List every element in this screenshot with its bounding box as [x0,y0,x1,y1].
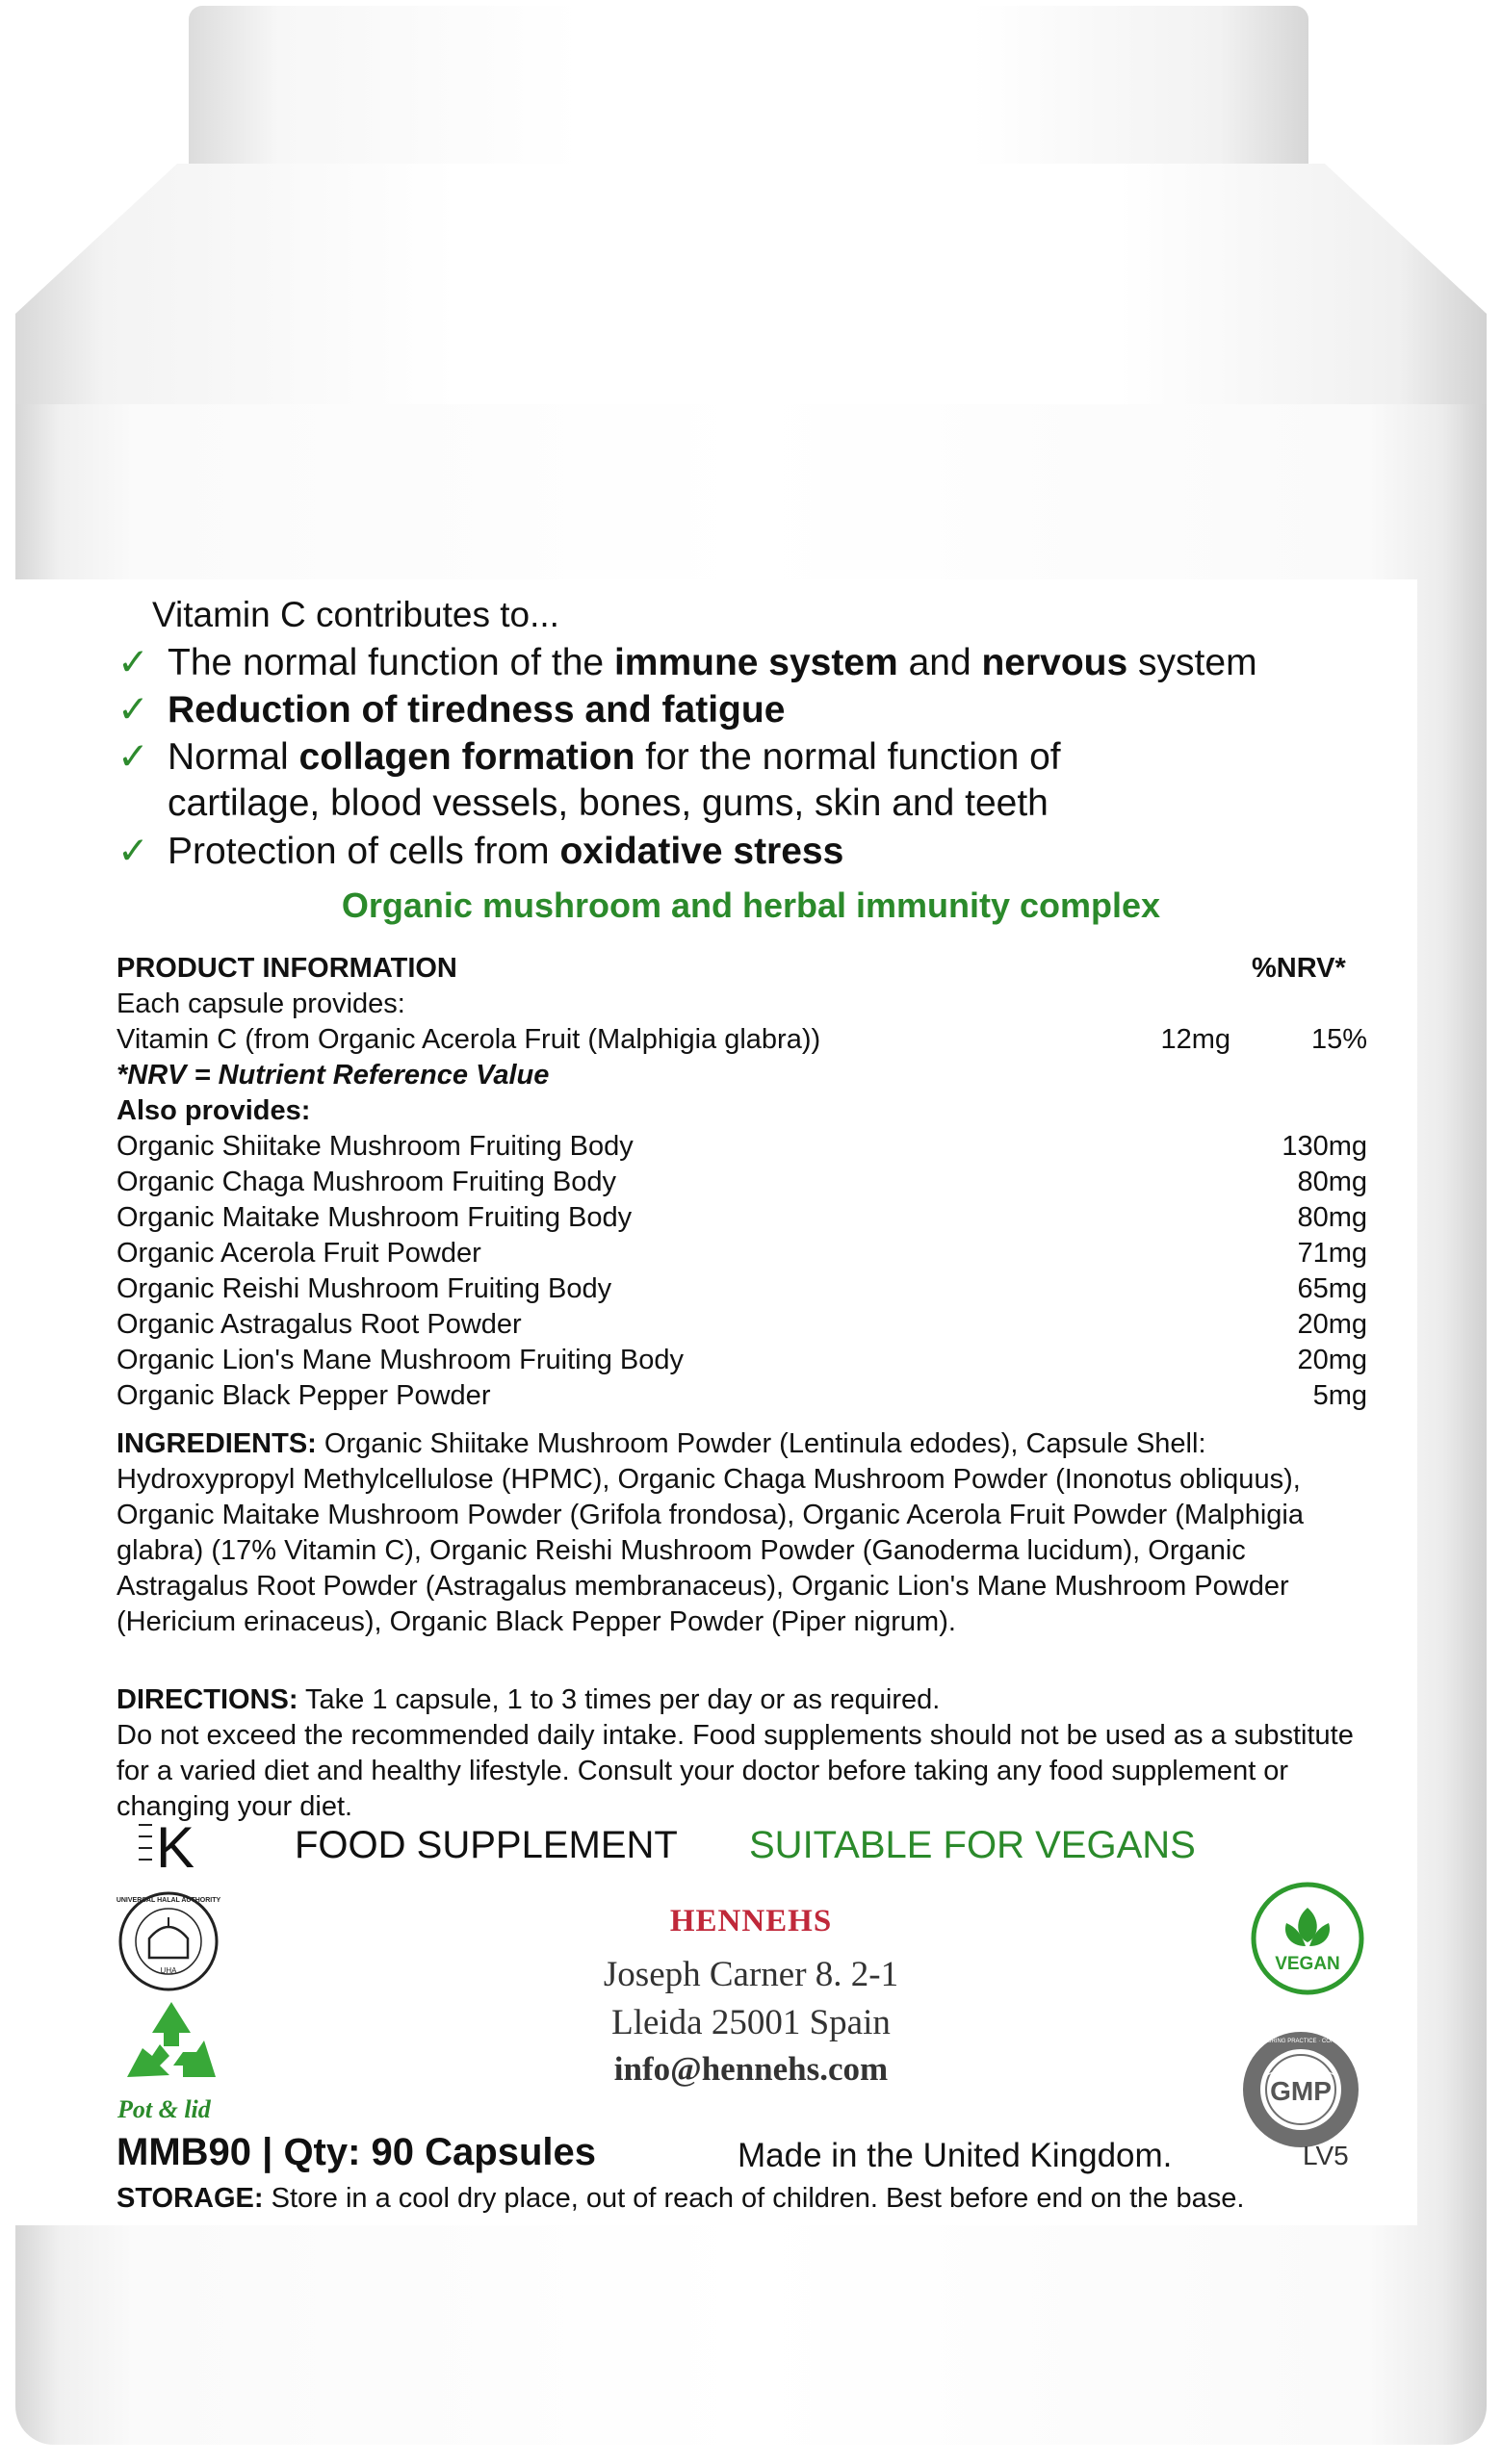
claim-collagen: ✓ Normal collagen formation for the normal function of [117,736,1061,778]
bottle-shoulder [15,164,1487,414]
ingredient-amount: 80mg [1297,1202,1367,1233]
vitamin-c-nrv: 15% [1310,1024,1367,1055]
product-info-heading: PRODUCT INFORMATION [117,953,457,984]
ingredient-name: Organic Astragalus Root Powder [117,1309,522,1340]
ingredient-name: Organic Maitake Mushroom Fruiting Body [117,1202,633,1233]
food-supplement: FOOD SUPPLEMENT [295,1824,678,1866]
each-capsule: Each capsule provides: [117,988,405,1019]
ingredient-amount: 130mg [1282,1131,1367,1162]
brand-address-1: Joseph Carner 8. 2-1 [603,1955,899,1994]
ingredient-amount: 20mg [1297,1309,1367,1340]
ingredient-name: Organic Shiitake Mushroom Fruiting Body [117,1131,634,1162]
check-icon: ✓ [117,642,149,683]
claim-oxidative: ✓ Protection of cells from oxidative stress [117,831,844,872]
ingredient-name: Organic Reishi Mushroom Fruiting Body [117,1273,612,1304]
complex-title: Organic mushroom and herbal immunity complex [341,886,1161,925]
suitable-for-vegans: SUITABLE FOR VEGANS [749,1824,1196,1866]
svg-text:GOOD MANUFACTURING PRACTICE ·: GOOD MANUFACTURING PRACTICE · CONSISTENT QUALITY [1216,2039,1385,2044]
brand-name: HENNEHS [669,1904,833,1938]
ingredient-name: Organic Black Pepper Powder [117,1380,491,1411]
also-provides: Also provides: [117,1095,311,1126]
ingredient-name: Organic Acerola Fruit Powder [117,1238,481,1269]
vitamin-c-amount: 12mg [1160,1024,1230,1055]
ingredient-amount: 5mg [1312,1380,1367,1411]
ingredient-amount: 65mg [1297,1273,1367,1304]
vitamin-c-name: Vitamin C (from Organic Acerola Fruit (Malphigia glabra)) [117,1024,821,1055]
ingredient-name: Organic Lion's Mane Mushroom Fruiting Body [117,1345,685,1375]
svg-text:K: K [156,1815,195,1880]
ingredient-amount: 71mg [1297,1238,1367,1269]
ingredient-amount: 20mg [1297,1345,1367,1375]
product-code: MMB90 | Qty: 90 Capsules [117,2131,597,2173]
check-icon: ✓ [117,689,149,731]
claims-intro: Vitamin C contributes to... [152,595,559,634]
vegan-badge [1248,1879,1367,2003]
brand-address-2: Lleida 25001 Spain [611,2003,891,2042]
kosher-logo [135,1815,212,1880]
svg-text:UHA: UHA [160,1966,177,1975]
label-version: LV5 [1303,2141,1349,2170]
svg-text:GMP: GMP [1270,2076,1332,2106]
ingredient-name: Organic Chaga Mushroom Fruiting Body [117,1167,617,1197]
directions-warning: Do not exceed the recommended daily intake. Food supplements should not be used as a substitute for a varied diet and healthy lifestyle. Consult your doctor before taking any food supplement or changing your diet. [117,1720,1354,1822]
storage-info: STORAGE: Store in a cool dry place, out of reach of children. Best before end on the base. [117,2183,1245,2214]
check-icon: ✓ [117,736,149,778]
nrv-heading: %NRV* [1252,953,1346,984]
nrv-note: *NRV = Nutrient Reference Value [117,1060,550,1091]
claim-tiredness: ✓ Reduction of tiredness and fatigue [117,689,786,731]
check-icon: ✓ [117,831,149,872]
ingredient-amount: 80mg [1297,1167,1367,1197]
svg-text:UNIVERSAL HALAL AUTHORITY: UNIVERSAL HALAL AUTHORITY [116,1897,221,1904]
made-in: Made in the United Kingdom. [738,2137,1173,2174]
gmp-badge [1216,2027,1385,2157]
claim-immune: ✓ The normal function of the immune system and nervous system [117,642,1257,683]
claim-collagen-cont: cartilage, blood vessels, bones, gums, skin and teeth [168,783,1049,824]
ingredients-paragraph: INGREDIENTS: Organic Shiitake Mushroom Powder (Lentinula edodes), Capsule Shell: Hydroxypropyl Methylcellulose (HPMC), Organic Chaga Mushroom Powder (Inonotus obliquus), Organic Maitake Mushroom Powder (Grifola frondosa), Organic Acerola Fruit Powder (Malphigia glabra) (17% Vitamin C), Organic Reishi Mushroom Powder (Ganoderma lucidum), Organic Astragalus Root Powder (Astragalus membranaceus), Organic Lion's Mane Mushroom Powder (Hericium erinaceus), Organic Black Pepper Powder (Piper nigrum). [117,1428,1304,1637]
directions-paragraph: DIRECTIONS: Take 1 capsule, 1 to 3 times per day or as required. [117,1684,941,1715]
svg-text:VEGAN: VEGAN [1275,1954,1340,1974]
brand-email: info@hennehs.com [613,2050,889,2088]
recycle-caption: Pot & lid [117,2095,211,2123]
